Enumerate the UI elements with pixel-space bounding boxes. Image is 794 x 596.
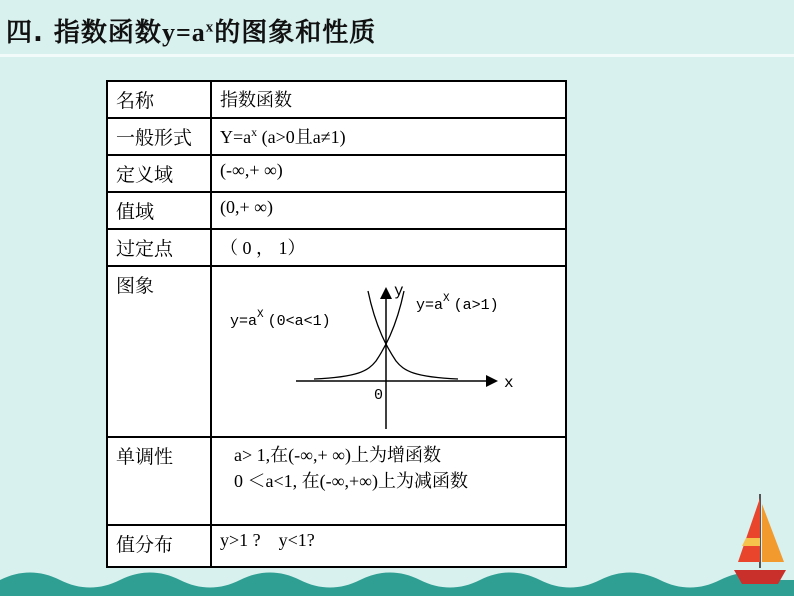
row-value <box>211 118 566 155</box>
table-row <box>107 192 566 229</box>
row-label: 值分布 <box>107 525 211 567</box>
title-suffix: 的图象和性质 <box>214 18 377 48</box>
wave-shape <box>0 573 794 596</box>
origin-label: 0 <box>374 387 384 405</box>
x-axis-label: x <box>504 374 514 393</box>
row-value: （ 0 ， 1） <box>211 229 566 266</box>
table-row <box>107 118 566 155</box>
exponential-graph <box>218 269 548 431</box>
table-row <box>107 525 566 567</box>
form-exp: x <box>251 125 258 140</box>
table-row <box>107 266 566 436</box>
row-label: 值域 <box>107 192 211 229</box>
y-axis-label: y <box>394 282 404 301</box>
row-label: 单调性 <box>107 437 211 525</box>
title-func-exp: x <box>205 19 215 36</box>
row-label: 图象 <box>107 266 211 436</box>
monotonic-increasing: a> 1,在(-∞,+ ∞)上为增函数 <box>234 444 441 465</box>
left-curve-label: $y=a^X$ (0<a<1) <box>230 309 331 331</box>
row-label: 定义域 <box>107 155 211 192</box>
properties-table <box>106 80 567 568</box>
row-value: 指数函数 <box>211 81 566 118</box>
row-label: 一般形式 <box>107 118 211 155</box>
table-row <box>107 229 566 266</box>
title-prefix: 四. 指数函数 <box>6 18 162 48</box>
row-value: y>1 ? y<1? <box>211 525 566 567</box>
right-curve-label: $y=a^X$ (a>1) <box>416 293 499 315</box>
sailboat-icon <box>730 490 790 590</box>
row-value: (0,+ ∞) <box>211 192 566 229</box>
row-label: 过定点 <box>107 229 211 266</box>
title-func-base: y=a <box>161 18 206 47</box>
row-value <box>211 437 566 525</box>
table-row <box>107 155 566 192</box>
title-divider <box>0 54 794 57</box>
monotonic-decreasing: 0 ＜a<1, 在(-∞,+∞)上为减函数 <box>234 470 468 491</box>
slide-title <box>6 12 376 49</box>
title-func <box>162 18 214 47</box>
wave-decoration <box>0 566 794 596</box>
graph-cell <box>211 266 566 436</box>
row-value: (-∞,+ ∞) <box>211 155 566 192</box>
form-cond: (a>0且a≠1) <box>257 127 346 148</box>
table-row <box>107 437 566 525</box>
table-row <box>107 81 566 118</box>
row-label: 名称 <box>107 81 211 118</box>
form-base: Y=a <box>220 127 252 148</box>
